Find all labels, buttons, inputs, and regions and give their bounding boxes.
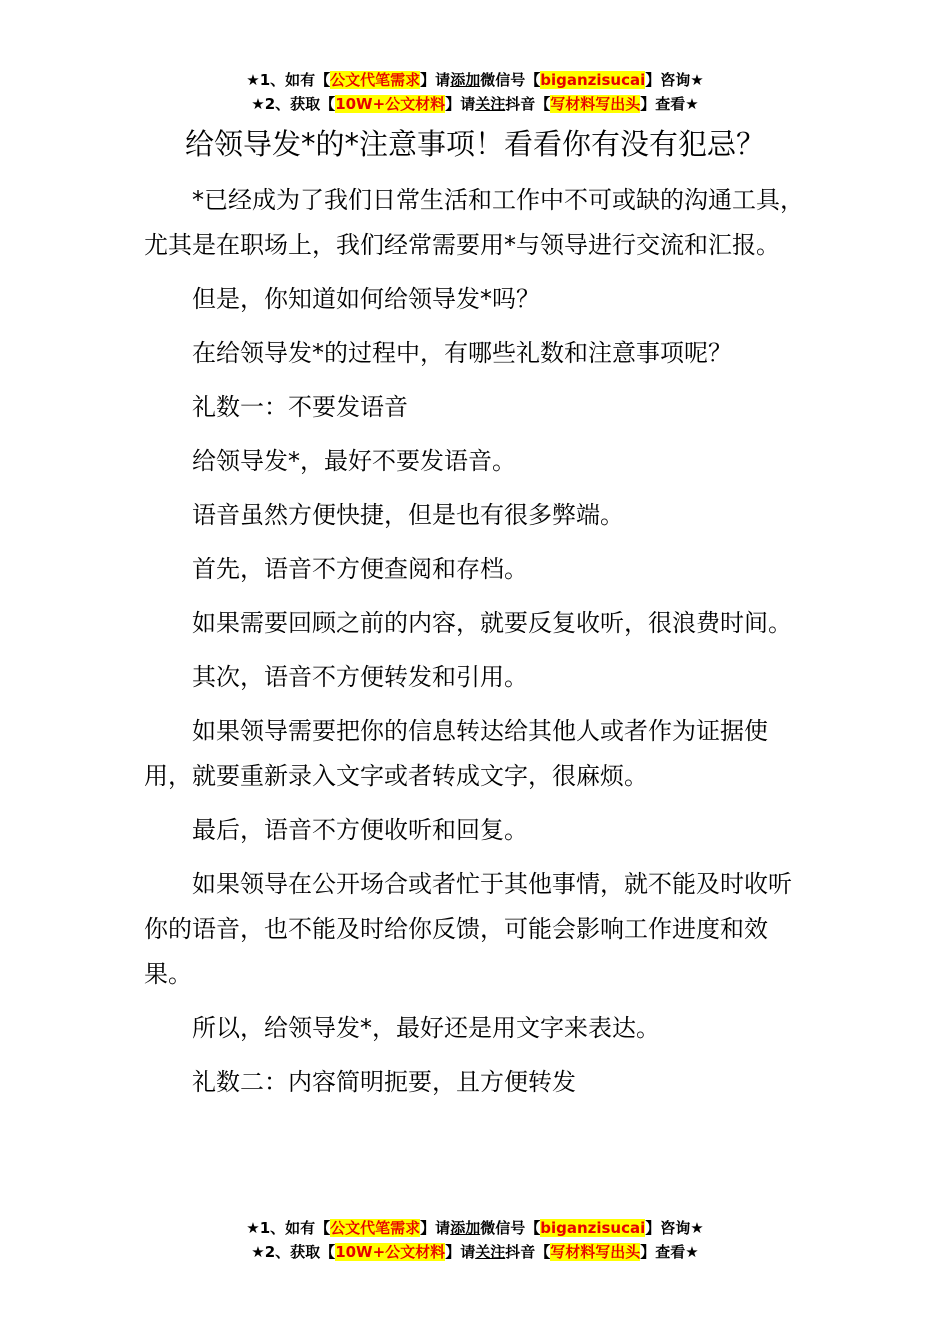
- document-title: 给领导发*的*注意事项！看看你有没有犯忌？: [184, 127, 765, 161]
- paragraph: 如果领导需要把你的信息转达给其他人或者作为证据使用，就要重新录入文字或者转成文字，很麻烦。: [144, 717, 768, 790]
- banner-line-1: [0, 1216, 950, 1240]
- section-heading: 礼数一：不要发语音: [192, 393, 408, 421]
- banner-highlight: 10W+公文材料: [335, 95, 446, 113]
- banner-line-1: [0, 68, 950, 92]
- banner-text: ★2、获取【: [251, 95, 336, 113]
- banner-highlight: 公文代笔需求: [330, 1219, 421, 1237]
- paragraph: 如果需要回顾之前的内容，就要反复收听，很浪费时间。: [192, 609, 792, 637]
- paragraph: 如果领导在公开场合或者忙于其他事情，就不能及时收听你的语音，也不能及时给你反馈，可能会影响工作进度和效果。: [144, 870, 792, 988]
- section-heading: 礼数二：内容简明扼要，且方便转发: [192, 1068, 576, 1096]
- banner-underline: 添加: [450, 1219, 481, 1237]
- banner-underline: 关注: [475, 1243, 506, 1261]
- banner-line-2: [0, 1240, 950, 1264]
- banner-underline: 添加: [450, 71, 481, 89]
- banner-text: 】请: [420, 1219, 451, 1237]
- banner-text: ★2、获取【: [251, 1243, 336, 1261]
- banner-text: 抖音【: [505, 1243, 551, 1261]
- document-body: [144, 178, 814, 1114]
- banner-text: 抖音【: [505, 95, 551, 113]
- banner-text: 】查看★: [640, 1243, 699, 1261]
- banner-text: 】请: [420, 71, 451, 89]
- paragraph: 给领导发*，最好不要发语音。: [192, 447, 516, 475]
- banner-highlight: biganzisucai: [540, 71, 646, 89]
- banner-highlight: 10W+公文材料: [335, 1243, 446, 1261]
- paragraph: 所以，给领导发*，最好还是用文字来表达。: [192, 1014, 660, 1042]
- paragraph: 其次，语音不方便转发和引用。: [192, 663, 528, 691]
- paragraph: 在给领导发*的过程中，有哪些礼数和注意事项呢？: [192, 339, 732, 367]
- paragraph: 首先，语音不方便查阅和存档。: [192, 555, 528, 583]
- paragraph: 语音虽然方便快捷，但是也有很多弊端。: [192, 501, 624, 529]
- banner-line-2: [0, 92, 950, 116]
- header-banner: [0, 68, 950, 116]
- paragraph: *已经成为了我们日常生活和工作中不可或缺的沟通工具，尤其是在职场上，我们经常需要用*与领导进行交流和汇报。: [144, 186, 804, 259]
- banner-text: 】查看★: [640, 95, 699, 113]
- banner-text: 】请: [445, 1243, 476, 1261]
- banner-text: ★1、如有【: [246, 1219, 331, 1237]
- banner-highlight: 写材料写出头: [550, 1243, 641, 1261]
- banner-highlight: 写材料写出头: [550, 95, 641, 113]
- banner-text: 微信号【: [480, 71, 541, 89]
- banner-text: 】咨询★: [645, 71, 704, 89]
- banner-text: 】请: [445, 95, 476, 113]
- paragraph: 最后，语音不方便收听和回复。: [192, 816, 528, 844]
- footer-banner: [0, 1216, 950, 1264]
- banner-underline: 关注: [475, 95, 506, 113]
- banner-highlight: 公文代笔需求: [330, 71, 421, 89]
- banner-highlight: biganzisucai: [540, 1219, 646, 1237]
- banner-text: 微信号【: [480, 1219, 541, 1237]
- banner-text: 】咨询★: [645, 1219, 704, 1237]
- paragraph: 但是，你知道如何给领导发*吗？: [192, 285, 540, 313]
- banner-text: ★1、如有【: [246, 71, 331, 89]
